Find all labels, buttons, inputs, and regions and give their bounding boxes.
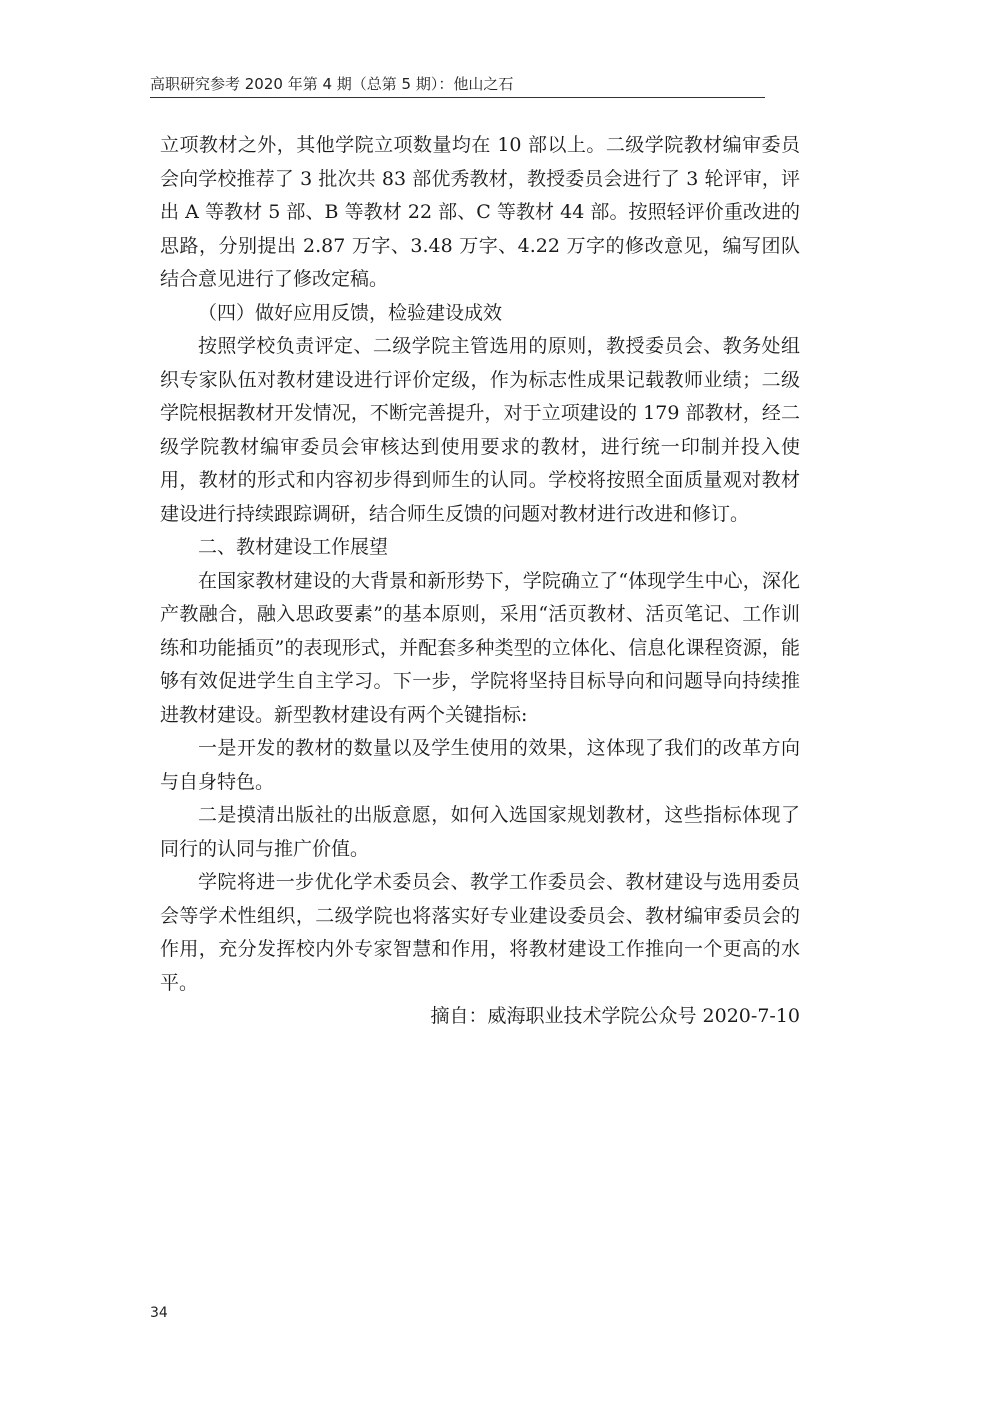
running-header: 高职研究参考 2020 年第 4 期（总第 5 期）：他山之石 xyxy=(150,75,514,93)
paragraph-indicator-one: 一是开发的教材的数量以及学生使用的效果，这体现了我们的改革方向与自身特色。 xyxy=(160,737,800,793)
section-heading-4: （四）做好应用反馈，检验建设成效 xyxy=(198,301,503,324)
paragraph-indicator-two: 二是摸清出版社的出版意愿，如何入选国家规划教材，这些指标体现了同行的认同与推广价值。 xyxy=(160,804,800,860)
paragraph-application-feedback: 按照学校负责评定、二级学院主管选用的原则，教授委员会、教务处组织专家队伍对教材建设进行评价定级，作为标志性成果记载教师业绩；二级学院根据教材开发情况，不断完善提升，对于立项建设的 179 部教材，经二级学院教材编审委员会审核达到使用要求的教材，进行统一印制并投入使用，教材的形式和内容初步得到师生的认同。学校将按照全面质量观对教材建设进行持续跟踪调研，结合师生反馈的问题对教材进行改进和修订。 xyxy=(160,335,800,525)
paragraph-continuation: 立项教材之外，其他学院立项数量均在 10 部以上。二级学院教材编审委员会向学校推荐了 3 批次共 83 部优秀教材，教授委员会进行了 3 轮评审，评出 A 等教材 5 部、B 等教材 22 部、C 等教材 44 部。按照轻评价重改进的思路，分别提出 2.87 万字、3.48 万字、4.22 万字的修改意见，编写团队结合意见进行了修改定稿。 xyxy=(160,134,800,290)
source-attribution: 摘自：威海职业技术学院公众号 2020-7-10 xyxy=(430,1005,800,1027)
header-divider xyxy=(150,97,765,98)
section-heading-outlook: 二、教材建设工作展望 xyxy=(198,536,389,558)
paragraph-principles: 在国家教材建设的大背景和新形势下，学院确立了“体现学生中心，深化产教融合，融入思政要素”的基本原则，采用“活页教材、活页笔记、工作训练和功能插页”的表现形式，并配套多种类型的立体化、信息化课程资源，能够有效促进学生自主学习。下一步，学院将坚持目标导向和问题导向持续推进教材建设。新型教材建设有两个关键指标: xyxy=(160,569,800,726)
article-body xyxy=(160,129,800,1034)
page-number: 34 xyxy=(150,1305,168,1321)
paragraph-conclusion: 学院将进一步优化学术委员会、教学工作委员会、教材建设与选用委员会等学术性组织，二级学院也将落实好专业建设委员会、教材编审委员会的作用，充分发挥校内外专家智慧和作用，将教材建设工作推向一个更高的水平。 xyxy=(160,871,800,994)
